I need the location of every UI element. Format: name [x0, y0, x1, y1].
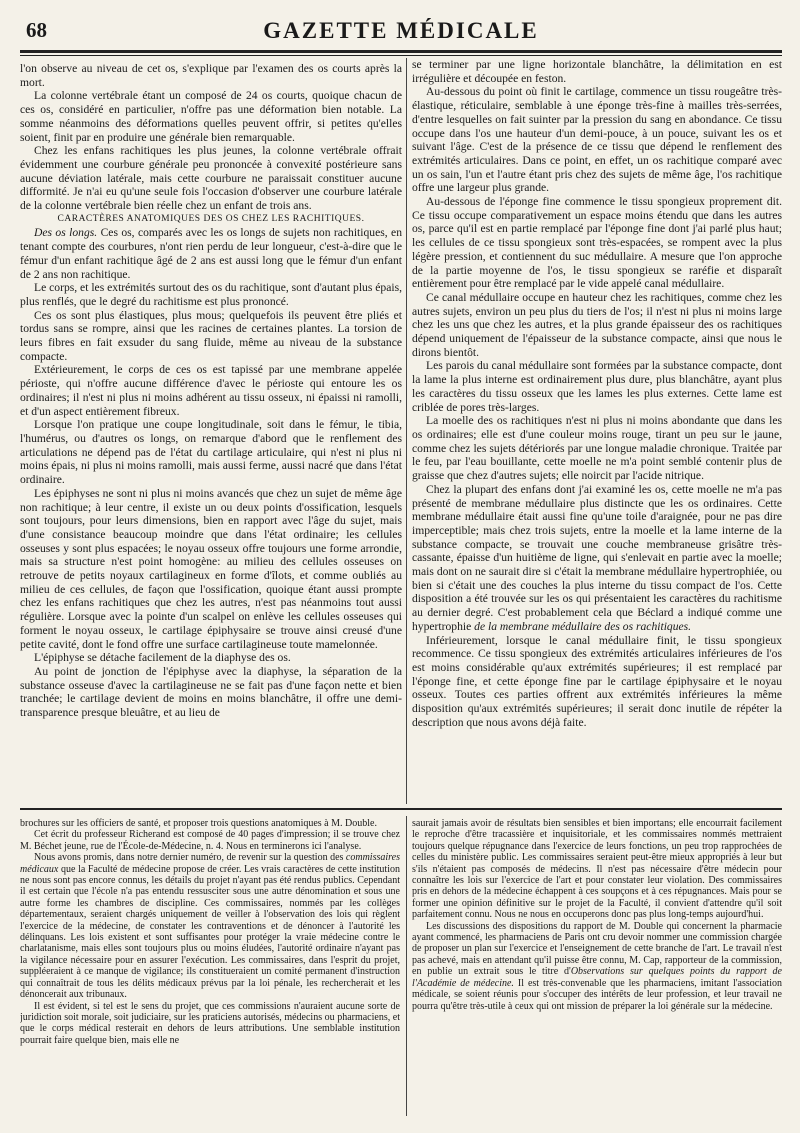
paragraph-text: Ces os, comparés avec les os longs de sujets non rachitiques, en tenant compte des courbures, n'ont rien perdu de leur longueur, c'est-à-dire que le fémur d'un enfant rachitique âgé de 2 ans est aussi long que le fémur d'un enfant de 2 ans non rachitique. [20, 226, 402, 281]
paragraph: brochures sur les officiers de santé, et proposer trois questions anatomiques à M. Double. [20, 818, 377, 829]
lower-left-column [20, 818, 400, 1118]
paragraph: Le corps, et les extrémités surtout des os du rachitique, sont d'autant plus épais, plus renflés, que le degré du rachitisme est plus prononcé. [20, 281, 402, 308]
paragraph: Cet écrit du professeur Richerand est composé de 40 pages d'impression; il se trouve chez M. Béchet jeune, rue de l'École-de-Médecine, n. 4. Nous en terminerons ici l'analyse. [20, 829, 400, 852]
header-rule-thin [20, 55, 782, 56]
paragraph-lead: Des os longs. [34, 226, 98, 240]
paragraph-italic: commissaires médicaux [20, 852, 400, 875]
paragraph [412, 921, 782, 1012]
page-header [20, 18, 782, 50]
paragraph: saurait jamais avoir de résultats bien sensibles et bien importans; elle encourrait facilement le reproche d'être tracassière et inquisitoriale, et les commissaires nommés mettraient toujours quelque répugnance dans l'exercice de leurs fonctions, un peu trop rapprochées de celles du ministère public. Les commissaires seraient peut-être mieux appropriés à leur but s'ils n'étaient pas composés de médecins. Il n'est pas nécessaire d'être médecin pour connaître les lois sur l'exercice de l'art et pour constater leur violation. Des commissaires pris en dehors de la médecine échappent à ces soupçons et à ces répugnances. Mais pour se former une opinion définitive sur le projet de la Faculté, il convient d'attendre qu'il soit parfaitement connu. Nous ne nous en occuperons donc pas plus long-temps aujourd'hui. [412, 818, 782, 921]
section-rule [20, 808, 782, 810]
paragraph: Les épiphyses ne sont ni plus ni moins avancés que chez un sujet de même âge non rachitique; à leur centre, il existe un ou deux points d'ossification, lesquels sont toujours, pour leurs dimensions, bien en rapport avec l'âge du sujet, mais d'une consistance beaucoup moindre que dans l'état ordinaire; les cellules osseuses y sont plus espacées; le noyau osseux offre toujours une forme arrondie, mais sa structure n'est point homogène: au milieu des cellules osseuses on retrouve de petits noyaux cartilagineux en forme d'îlots, et comme oubliés au milieu de ces cellules, de façon que l'ossification, quoique étant aussi prompte chez les enfans rachitiques que chez les autres, n'est pas néanmoins tout aussi régulière. Lorsque avec la pointe d'un scalpel on enlève les cellules osseuses qui forment le noyau osseux, le cartilage épiphysaire se trouve ainsi creusé d'une petite cavité, dont le fond offre une surface cartilagineuse toute mamelonnée. [20, 486, 402, 651]
paragraph: Au point de jonction de l'épiphyse avec la diaphyse, la séparation de la substance osseuse d'avec la cartilagineuse ne se fait pas d'une façon nette et bien tranchée; le cartilage devient de moins en moins blanchâtre, il offre une demi-transparence presque bleuâtre, et au lieu de [20, 664, 402, 720]
masthead-title: GAZETTE MÉDICALE [263, 18, 539, 43]
paragraph: Il est évident, si tel est le sens du projet, que ces commissions n'auraient aucune sorte de juridiction soit morale, soit judiciaire, sur les praticiens autorisés, médecins ou pharmaciens, et que le corps médical resterait en dehors de leurs attributions. Une semblable institution pourrait faire quelque bien, mais elle ne [20, 1000, 400, 1046]
column-divider [406, 58, 407, 804]
paragraph-text: Chez la plupart des enfans dont j'ai examiné les os, cette moelle ne m'a pas présenté de membrane médullaire plus distincte que les os ordinaires. Cette membrane médullaire était aussi fine qu'une toile d'araignée, pour ne pas dire imperceptible; mais chez trois sujets, entre la moelle et la lame interne de la substance compacte, se trouvait une couche membraneuse grisâtre très-cassante, épaisse d'un huitième de ligne, qui s'enlevait en partie avec la moelle; mais dont on ne saurait dire si c'était la membrane médullaire hypertrophiée, ou bien si c'était une des couches la plus interne du tissu compact de l'os. Cette disposition a été trouvée sur les os qui présentaient les caractères du rachitisme au dernier degré. C'est probablement cela que Béclard a indiqué comme une hypertrophie [412, 482, 782, 633]
paragraph: Inférieurement, lorsque le canal médullaire finit, le tissu spongieux recommence. Ce tissu spongieux des extrémités articulaires inférieures de l'os est moins considérable qu'aux extrémités supérieures; il est remplacé par l'éponge fine, et cette éponge fine par le cartilage épiphysaire et le noyau osseux. Toutes ces parties offrent aux extrémités inférieures la même disposition qu'aux extrémités supérieures; il serait donc inutile de répéter la description que nous avons déjà faite. [412, 633, 782, 729]
section-heading: CARACTÈRES ANATOMIQUES DES OS CHEZ LES RACHITIQUES. [57, 213, 365, 224]
paragraph: Les parois du canal médullaire sont formées par la substance compacte, dont la lame la plus interne est ordinairement plus dure, plus blanchâtre, ayant plus les caractères du tissu osseux que les lames les plus externes. Cette lame est criblée de pores très-larges. [412, 359, 782, 414]
paragraph: Ce canal médullaire occupe en hauteur chez les rachitiques, comme chez les autres sujets, environ un peu plus du tiers de l'os; il n'est ni plus ni moins large chez les uns que chez les autres, et la plus grande épaisseur des os rachitiques dépend uniquement de l'épaisseur de la substance compacte, ainsi que nous le dirons bientôt. [412, 290, 782, 359]
paragraph [20, 852, 400, 1000]
paragraph-italic: de la membrane médullaire des os rachitiques. [474, 619, 692, 633]
paragraph: Extérieurement, le corps de ces os est tapissé par une membrane appelée périoste, qui n'offre aucune différence d'avec le périoste qui entoure les os ordinaires; il n'est ni plus ni moins adhérent au tissu osseux, ni épaissi ni ramolli, et d'un aspect entièrement fibreux. [20, 363, 402, 418]
paragraph: Ces os sont plus élastiques, plus mous; quelquefois ils peuvent être pliés et tordus sans se rompre, ainsi que les racines de certaines plantes. La torsion de leurs fibres en fait exsuder du sang fluide, même au niveau de la substance compacte. [20, 308, 402, 363]
left-column [20, 62, 402, 802]
paragraph: La colonne vertébrale étant un composé de 24 os courts, quoique chacun de ces os, considéré en particulier, n'offre pas une déformation bien notable. La somme néanmoins des déformations quelles peuvent offrir, si petites qu'elles soient, finit par en produire une générale bien remarquable. [20, 89, 402, 144]
paragraph: Au-dessous de l'éponge fine commence le tissu spongieux proprement dit. Ce tissu occupe comparativement un espace moins étendu que dans les autres os, parce qu'il est en partie remplacé par l'éponge fine dont j'ai parlé plus haut; les cellules de ce tissu spongieux sont très-espacées, se rompent avec la plus légère pression, et contiennent du suc médullaire. A mesure que l'on approche de la partie moyenne de l'os, le tissu spongieux se raréfie et disparaît entièrement pour être remplacé par le vide appelé canal médullaire. [412, 195, 782, 291]
paragraph: La moelle des os rachitiques n'est ni plus ni moins abondante que dans les os ordinaires; elle est d'une couleur moins rouge, tirant un peu sur le jaune, comme chez les sujets détériorés par une longue maladie chronique. Traitée par le feu, par l'eau bouillante, cette moelle ne m'a point semblé contenir plus de graisse que chez d'autres sujets; elle noircit par l'acide nitrique. [412, 414, 782, 483]
paragraph-italic: Observations sur quelques points du rapport de l'Académie de médecine. [412, 966, 782, 989]
right-column [412, 58, 782, 802]
paragraph: Lorsque l'on pratique une coupe longitudinale, soit dans le fémur, le tibia, l'humérus, ou d'autres os longs, on remarque d'abord que le renflement des articulations ne dépend pas de l'état du cartilage articulaire, qui n'est ni plus ni moins épais, ni plus ni moins ramolli, mais aussi ferme, aussi nacré que dans l'état ordinaire. [20, 418, 402, 487]
paragraph: L'épiphyse se détache facilement de la diaphyse des os. [34, 651, 291, 665]
paragraph-text: Les discussions des dispositions du rapport de M. Double qui concernent la pharmacie ayant commencé, les pharmaciens de Paris ont cru devoir nommer une commission chargée de proposer un plan sur l'exercice et l'enseignement de cette branche de l'art. Le travail n'est pas achevé, mais en attendant qu'il puisse être connu, M. Cap, rapporteur de la commission, en publie un extrait sous le titre d' [412, 920, 782, 978]
paragraph: Au-dessous du point où finit le cartilage, commence un tissu rougeâtre très-élastique, réticulaire, semblable à une éponge très-fine à mailles très-serrées, d'entre lesquelles on fait suinter par la pression du sang en abondance. Ce tissu occupe dans l'os une hauteur d'un demi-pouce, à un pouce, suivant les os et suivant l'âge. C'est de la présence de ce tissu que dépend le renflement des extrémités articulaires. Dans ce point, en effet, un os rachitique comparé avec un os sain, l'un et l'autre étant pris chez des sujets de même âge, l'os rachitique offre une largeur plus grande. [412, 85, 782, 195]
paragraph [412, 483, 782, 634]
paragraph [20, 226, 402, 281]
paragraph: se terminer par une ligne horizontale blanchâtre, la délimitation en est irrégulière et découpée en feston. [412, 58, 782, 85]
paragraph: l'on observe au niveau de cet os, s'explique par l'examen des os courts après la mort. [20, 62, 402, 89]
paragraph-text: Il est très-convenable que les pharmaciens, imitant l'association médicale, se soient réunis pour s'occuper des intérêts de leur profession, et leur travail ne pourra qu'être très-utile à ceux qui ont mission de préparer la loi générale sur la médecine. [412, 977, 782, 1012]
header-rule [20, 50, 782, 53]
page-number: 68 [26, 18, 47, 42]
column-divider-lower [406, 816, 407, 1116]
paragraph-text: que la Faculté de médecine propose de créer. Les vrais caractères de cette institution ne nous sont pas encore connus, les détails du projet n'ayant pas été rendus publics. Cependant il est certain que l'école n'a pas entendu ressusciter sous une autre dénomination et sous une autre forme les chambres de discipline. Ces commissaires, nommés par les collèges départementaux, seraient chargés uniquement de veiller à l'observation des lois qui règlent l'exercice de la médecine, de constater les contraventions et de dénoncer à l'autorité les délinquans. Les lois existent et sont suffisantes pour protéger la vraie médecine contre le charlatanisme, mais elles sont toujours plus ou moins éludées, l'autorité ordinaire n'ayant pas la vigilance nécessaire pour en assurer l'exécution. Les commissaires, dans l'esprit du projet, suppléeraient à ce manque de vigilance; ils constitueraient un comité permanent d'instruction qui connaîtrait de tous les délits médicaux prévus par la loi pénale, les rechercherait et les dénoncerait aux tribunaux. [20, 863, 400, 1001]
paragraph-text: Nous avons promis, dans notre dernier numéro, de revenir sur la question des [34, 852, 346, 864]
lower-right-column [412, 818, 782, 1118]
paragraph: Chez les enfans rachitiques les plus jeunes, la colonne vertébrale offrait évidemment une courbure générale peu prononcée à convexité postérieure sans aucune déviation latérale, mais cette courbure ne paraissait constituer aucune difformité. Je n'ai eu qu'une seule fois l'occasion d'observer une courbure latérale de la colonne vertébrale bien réelle chez un enfant de trois ans. [20, 144, 402, 213]
